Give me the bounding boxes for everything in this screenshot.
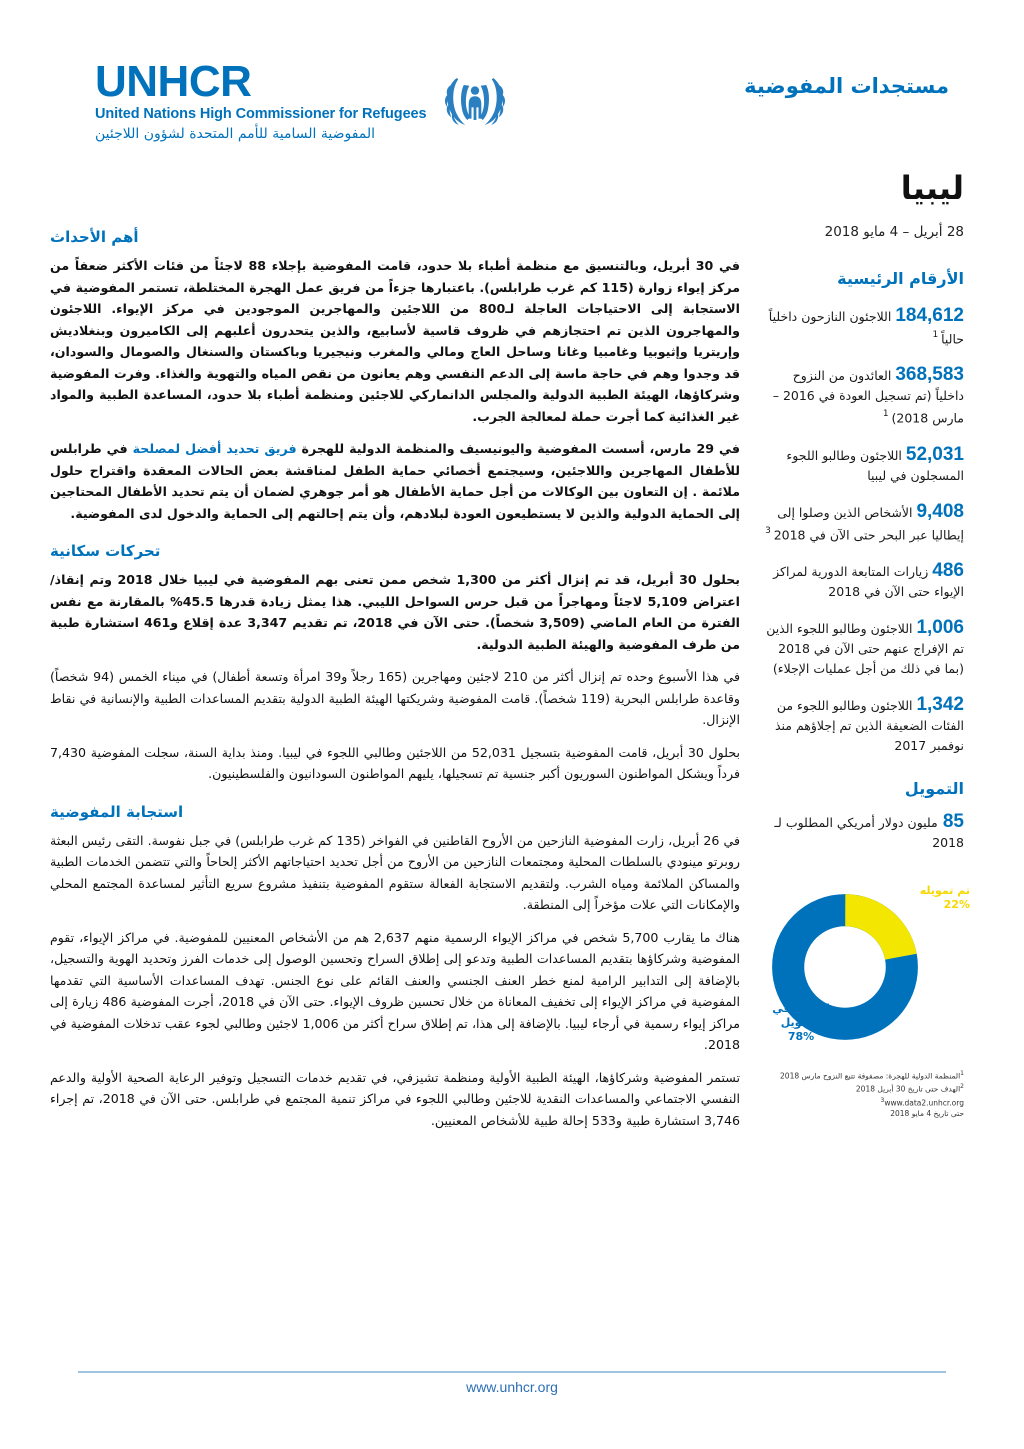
- key-figure-label: زيارات المتابعة الدورية لمراكز الإيواء حتى الآن في 2018: [773, 563, 964, 599]
- update-title: مستجدات المفوضية: [744, 74, 949, 98]
- footnote-item: [764, 1081, 964, 1095]
- key-figure-stat: [764, 618, 964, 678]
- body-paragraph: [50, 438, 740, 524]
- footnote-item: [764, 1068, 964, 1082]
- text-run: في: [713, 258, 741, 273]
- body-paragraph: [50, 255, 740, 427]
- country-title: ليبيا: [900, 169, 964, 207]
- text-run: وتم إنقاذ/اعتراض: [50, 572, 740, 609]
- key-figure-label: اللاجئون النازحون داخلياً حالياً: [768, 309, 964, 347]
- footnote-text: www.data2.unhcr.org: [884, 1098, 964, 1108]
- text-run: من فئات الأكثر ضعفاً من مركز إيواء زوارة: [50, 258, 740, 295]
- emphasis-text: 2018: [117, 572, 153, 587]
- footer-divider: [78, 1371, 946, 1373]
- text-run: في طرابلس للأطفال المهاجرين واللاجئين، وسيجتمع أخصائي حماية الطفل لمناقشة بعض الحالات المعقدة واقتراح حلول ملائمة . إن التعاون بين الوكالات من أجل حماية الأطفال هو أمر جوهري لضمان أن يتم تحديد الأطفال المحتاجين إلى الحماية الدولية والذين لا يستطيعون العودة لبلادهم، وأن يتم إحالتهم إلى الحماية والدخول لدى المفوضية.: [50, 441, 740, 521]
- body-paragraph: [50, 569, 740, 655]
- donut-gap-name: النقص في التمويل: [772, 1001, 830, 1029]
- footnote-marker: 2: [960, 1083, 964, 1091]
- footnote-text: المنظمة الدولية للهجرة: مصفوفة تتبع النزوح مارس 2018: [780, 1071, 961, 1081]
- footnote-text: الهدف حتى تاريخ 30 أبريل 2018: [855, 1084, 961, 1094]
- key-figure-number: 1,342: [916, 693, 964, 715]
- text-run: بحلول 30 أبريل، قامت المفوضية بتسجيل 52,031 من اللاجئين وطالبي اللجوء في ليبيا. ومنذ بداية السنة، سجلت المفوضية 7,430 فرداً ويشكل المواطنون السوريون أكبر جنسية تم تسجيلها، يليهم المواطنون السودانيون والفلسطينيون.: [50, 744, 740, 781]
- text-run: بالمقارنة مع نفس الفترة من العام الماضي: [50, 593, 741, 630]
- text-run: في: [714, 441, 740, 456]
- key-figure-number: 486: [932, 559, 964, 581]
- donut-funded-pct: 22%: [943, 897, 970, 911]
- text-run: في هذا الأسبوع وحده تم إنزال أكثر من 210 لاجئين ومهاجرين (165 رجلاً و39 امرأة وتسعة أطفال) في ميناء الخمس (94 شخصاً) وقاعدة طرابلس البحرية (119 شخصاً). قامت المفوضية وشريكتها الهيئة الطبية الدولية بتقديم المساعدات الطبية والإنسانية في نقاط الإنزال.: [50, 669, 740, 727]
- donut-label-funded: [874, 884, 970, 912]
- key-figure-label: اللاجئون وطالبو اللجوء المسجلون في ليبيا: [786, 447, 964, 483]
- key-figure-footnote-ref: 1: [932, 330, 942, 340]
- key-figures-heading: الأرقام الرئيسية: [837, 269, 964, 288]
- donut-gap-pct: 78%: [787, 1029, 815, 1043]
- key-figure-label: اللاجئون وطالبو اللجوء الذين تم الإفراج عنهم حتى الآن في 2018 (بما في ذلك من أجل عمليات الإجلاء): [766, 620, 964, 676]
- footnote-item: [764, 1095, 964, 1109]
- text-run: بحلول: [696, 572, 741, 587]
- key-figure-number: 9,408: [916, 500, 964, 522]
- unhcr-fullname-ar: المفوضية السامية للأمم المتحدة لشؤون اللاجئين: [95, 126, 376, 142]
- key-figure-number: 52,031: [905, 443, 964, 465]
- footnote-text: حتى تاريخ 4 مايو 2018: [890, 1109, 964, 1119]
- footnote-marker: 3: [880, 1096, 885, 1104]
- text-run: ، أسست المفوضية واليونيسيف والمنظمة الدولية للهجرة: [296, 441, 655, 456]
- unhcr-emblem-icon: [440, 64, 510, 134]
- key-figure-number: 368,583: [895, 364, 964, 386]
- funding-donut-chart: [764, 878, 970, 1043]
- text-run: ، قد تم إنزال أكثر من: [496, 572, 641, 587]
- emphasis-text: 30 أبريل: [640, 572, 697, 587]
- document-header: [0, 52, 1024, 172]
- text-run: . حتى الآن في 2018، تم تقديم 3,347 عدة إقلاع و461 استشارة طبية من طرف المفوضية والهيئة الطبية الدولية.: [50, 615, 740, 652]
- key-figure-label: اللاجئون وطالبو اللجوء من الفئات الضعيفة الذين تم إجلاؤهم منذ نوفمبر 2017: [774, 697, 964, 753]
- footer-website-link[interactable]: www.unhcr.org: [466, 1379, 558, 1395]
- unhcr-logo-text: [95, 57, 427, 144]
- text-run: تستمر المفوضية وشركاؤها، الهيئة الطبية الأولية ومنظمة تشيزفي، في تقديم خدمات التسجيل وتوفير الرعاية الصحية الأولية والدعم النفسي الاجتماعي والمساعدات النقدية للاجئين وطالبي اللجوء في مراكز تنمية المجتمع في طرابلس. حتى الآن في 2018، تم إجراء 3,746 استشارة طبية و533 إحالة طبية للأشخاص المعنيين.: [50, 1069, 740, 1128]
- unhcr-fullname-en: United Nations High Commissioner for Refugees: [95, 106, 427, 122]
- unhcr-logo: [95, 57, 510, 144]
- donut-funded-name: تم تمويله: [919, 883, 970, 897]
- body-paragraph: [50, 830, 740, 916]
- emphasis-text: 45.5%: [170, 593, 214, 609]
- donut-label-gap: [764, 1002, 838, 1044]
- emphasis-text: 29 مارس: [654, 441, 714, 456]
- body-paragraph: [50, 742, 740, 785]
- footnote-item: [764, 1108, 964, 1119]
- emphasis-text: 30 أبريل: [657, 258, 714, 273]
- date-range: 28 أبريل – 4 مايو 2018: [824, 224, 964, 240]
- key-figure-label: الأشخاص الذين وصلوا إلى إيطاليا عبر البحر حتى الآن في 2018: [773, 504, 964, 542]
- text-run: . باعتبارها جزءاً من فريق عمل الهجرة المختلطة، تستمر المفوضية في الاستجابة إلى الاحتياجات العاجلة لـ800 من اللاجئين والمهاجرين الموجودين في مركز الإيواء. اللاجئون والمهاجرون الذين تم احتجازهم في ظروف قاسية لأسابيع، والذين يتحدرون أعلبهم إلى الكاميرون وبنغلاديش وإريتريا وإثيوبيا وغامبيا وغانا وساحل العاج ومالي والمغرب ونيجيريا وباكستان والسنغال والصومال والسودان، قد وجدوا وهم في حاجة ماسة إلى الدعم النفسي وهم يعانون من نقص المياه والتهوية والغذاء. وفرت المفوضية وشركاؤها، الهيئة الطبية الدولية والمجلس الدانماركي للاجئين ومنظمة أطباء بلا حدود، المساعدة الطبية والمواد غير الغذائية كما أجرت حملة لمعالجة الجرب.: [50, 279, 740, 424]
- text-run: من قبل حرس السواحل الليبي. هذا يمثل زيادة قدرها: [213, 593, 559, 609]
- key-figure-number: 184,612: [895, 305, 964, 326]
- key-figure-stat: [764, 561, 964, 601]
- key-figure-label: العائدون من النزوح داخلياً (تم تسجيل العودة في 2016 – مارس 2018): [772, 368, 964, 426]
- emphasis-text: (115 كم غرب طرابلس): [484, 279, 634, 295]
- funding-requirement-number: 85: [942, 810, 964, 832]
- unhcr-acronym: UNHCR: [95, 57, 252, 106]
- funding-requirement-stat: [764, 812, 964, 852]
- section-heading: استجابة المفوضية: [50, 802, 184, 821]
- key-figure-stat: [764, 502, 964, 544]
- emphasis-text: 1,300 شخص: [412, 572, 497, 587]
- section-heading: أهم الأحداث: [50, 228, 139, 246]
- funding-requirement-label: مليون دولار أمريكي المطلوب لـ 2018: [774, 814, 964, 850]
- emphasis-text: 5,109 لاجئاً ومهاجراً: [558, 593, 688, 609]
- main-content: [50, 228, 740, 1142]
- text-run: في 26 أبريل، زارت المفوضية النازحين من الأروح القاطنين في الفواخر (135 كم غرب طرابلس) في جبل نفوسة. التقى رئيس البعثة روبرتو مينودي بالسلطات المحلية ومجتمعات النازحين من الأروح من أجل تحديد احتياجاتهم الأكثر إلحاحاً والتي تتضمن الخدمات الطبية والمساكن الملائمة ومياه الشرب. ولتقديم الاستجابة الفعالة ستقوم المفوضية بتنفيذ مشروع سريع التأثير لمساعدة المجتمع المحلي والإمكانات التي علات مؤخراً إلى المنطقة.: [50, 832, 741, 912]
- key-figure-footnote-ref: 1: [882, 409, 892, 420]
- key-figure-footnote-ref: 3: [765, 525, 774, 536]
- key-figure-stat: [764, 365, 964, 427]
- key-figure-stat: [764, 306, 964, 348]
- key-figures-sidebar: [764, 168, 970, 1119]
- body-paragraph: [50, 666, 740, 731]
- body-paragraph: [50, 927, 740, 1056]
- section-heading: تحركات سكانية: [50, 542, 161, 560]
- key-figures-list: [764, 306, 964, 755]
- emphasis-text: 88 لاجئاً: [214, 258, 267, 273]
- text-run: ممن تعنى بهم المفوضية في ليبيا خلال: [152, 572, 413, 587]
- key-figure-stat: [764, 695, 964, 755]
- key-figure-stat: [764, 445, 964, 485]
- key-figure-number: 1,006: [916, 616, 964, 638]
- footnotes: [764, 1068, 964, 1120]
- body-paragraph: [50, 1067, 740, 1132]
- text-run: هناك ما يقارب 5,700 شخص في مراكز الإيواء الرسمية منهم 2,637 هم من الأشخاص المعنيين للمفوضية. في مراكز الإيواء، تقوم المفوضية وشركاؤها بتقديم المساعدات الطبية وتدعو إلى إطلاق السراح وتحسين الوصول إلى خدمات الفرز وتحديد الهوية والتسجيل، بالإضافة إلى التدابير الرامية لمنع خطر العنف الجنسي والعنف القائم على نوع الجنس. تهدف المساعدات الأساسية التي تقدمها المفوضية في مراكز الإيواء إلى تخفيف المعاناة من خلال تحسين ظروف الإيواء. حتى الآن في 2018، أجرت المفوضية 486 زيارة إلى مراكز إيواء رسمية في أرجاء ليبيا. بالإضافة إلى هذا، تم إطلاق سراح أكثر من 1,006 لاجئين وطالبي لجوء عقب تدخلات المفوضية في 2018.: [50, 929, 740, 1052]
- emphasis-text: (3,509 شخصاً): [489, 615, 585, 630]
- footnote-marker: 1: [960, 1069, 964, 1077]
- text-run: ، وبالتنسيق مع منظمة أطباء بلا حدود، قامت المفوضية بإجلاء: [266, 258, 658, 273]
- funding-heading: التمويل: [904, 778, 964, 798]
- highlighted-text: فريق تحديد أفضل لمصلحة: [132, 441, 297, 456]
